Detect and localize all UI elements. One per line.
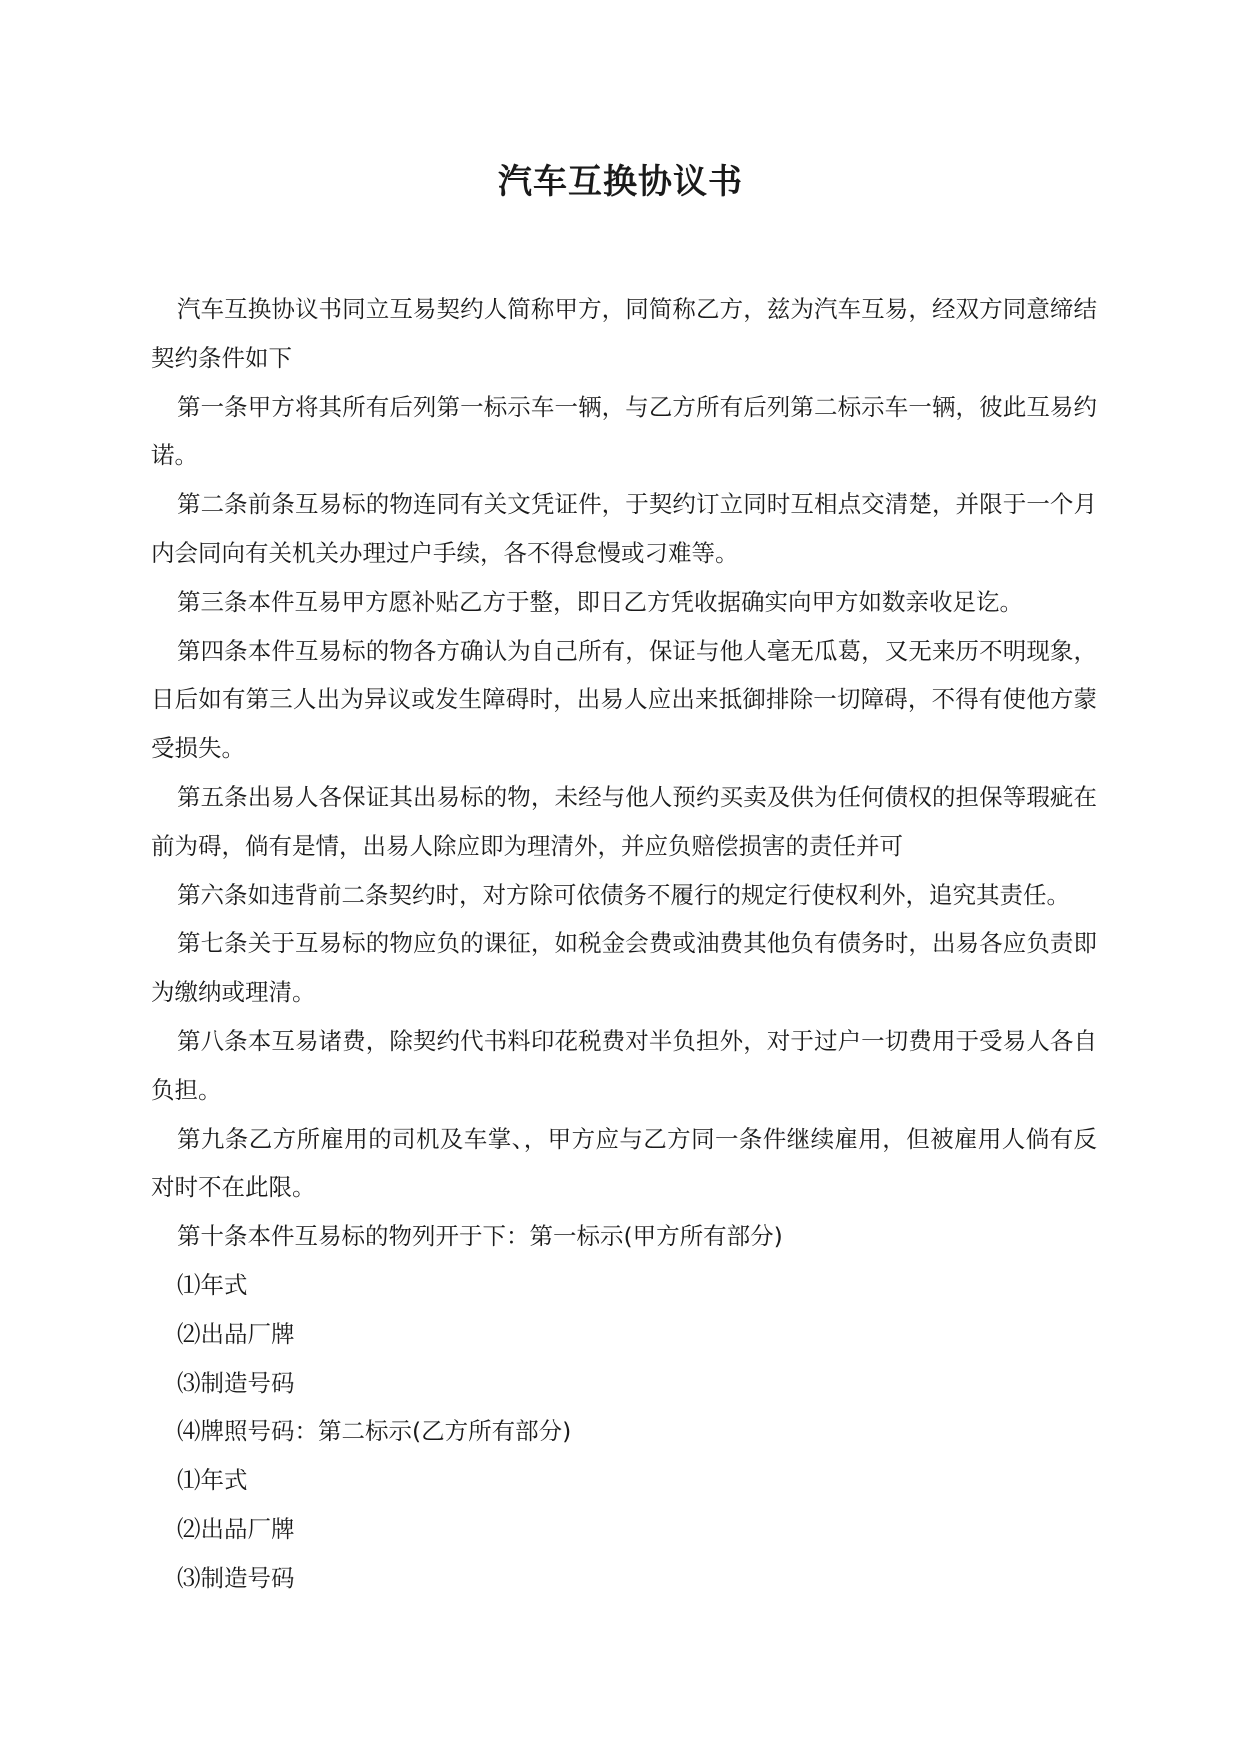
article-9: 第九条乙方所雇用的司机及车掌、，甲方应与乙方同一条件继续雇用，但被雇用人倘有反对时不在此限。 [151,1124,1097,1202]
list-item: ⑵出品厂牌 [177,1514,295,1543]
list-item: ⑴年式 [177,1270,248,1299]
list-item: ⑵出品厂牌 [177,1319,295,1348]
document-title: 汽车互换协议书 [498,162,743,202]
article-6: 第六条如违背前二条契约时，对方除可依债务不履行的规定行使权利外，追究其责任。 [177,880,1070,909]
list-item: ⑶制造号码 [177,1368,295,1397]
list-item: ⑶制造号码 [177,1563,295,1592]
article-8: 第八条本互易诸费，除契约代书料印花税费对半负担外，对于过户一切费用于受易人各自负担。 [151,1026,1097,1104]
article-3: 第三条本件互易甲方愿补贴乙方于整，即日乙方凭收据确实向甲方如数亲收足讫。 [177,587,1023,616]
article-5: 第五条出易人各保证其出易标的物，未经与他人预约买卖及供为任何债权的担保等瑕疵在前为碍，倘有是情，出易人除应即为理清外，并应负赔偿损害的责任并可 [151,782,1097,860]
list-item: ⑴年式 [177,1466,248,1495]
article-10: 第十条本件互易标的物列开于下：第一标示(甲方所有部分) [177,1222,783,1251]
list-item: ⑷牌照号码：第二标示(乙方所有部分) [177,1417,572,1446]
article-7: 第七条关于互易标的物应负的课征，如税金会费或油费其他负有债务时，出易各应负责即为缴纳或理清。 [151,929,1097,1007]
intro-paragraph: 汽车互换协议书同立互易契约人简称甲方，同简称乙方，兹为汽车互易，经双方同意缔结契约条件如下 [151,295,1097,372]
article-1: 第一条甲方将其所有后列第一标示车一辆，与乙方所有后列第二标示车一辆，彼此互易约诺。 [151,392,1097,470]
article-2: 第二条前条互易标的物连同有关文凭证件，于契约订立同时互相点交清楚，并限于一个月内会同向有关机关办理过户手续，各不得怠慢或刁难等。 [151,490,1097,567]
article-4: 第四条本件互易标的物各方确认为自己所有，保证与他人毫无瓜葛，又无来历不明现象，日后如有第三人出为异议或发生障碍时，出易人应出来抵御排除一切障碍，不得有使他方蒙受损失。 [151,636,1097,763]
document-body [151,285,1097,1603]
